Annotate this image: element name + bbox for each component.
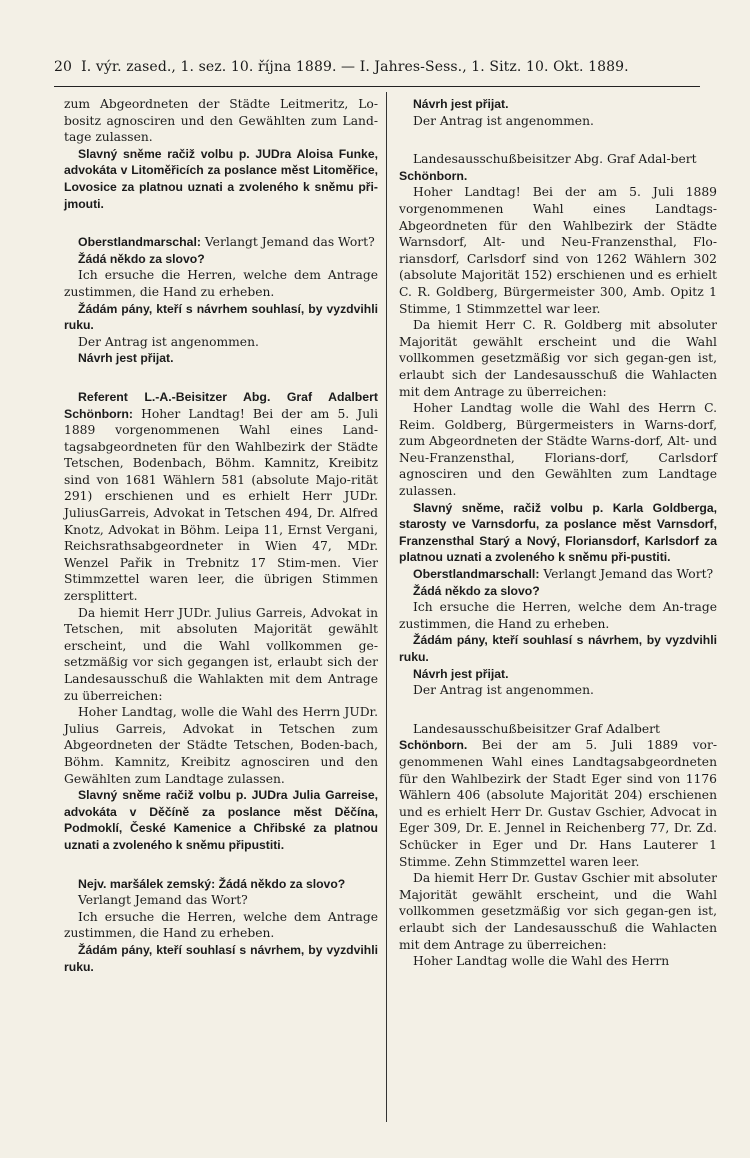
right-column — [399, 96, 717, 970]
paragraph-text: Návrh jest přijat. — [78, 351, 174, 366]
paragraph-text: Landesausschußbeisitzer Abg. Graf Adal-bert — [413, 152, 697, 167]
paragraph — [64, 234, 378, 251]
paragraph — [64, 301, 378, 334]
paragraph-text: Žádám pány, kteří s návrhem souhlasí, by vyzdvihli ruku. — [64, 301, 378, 333]
paragraph-text: Slavný sněme račiž volbu p. JUDra Aloisa Funke, advokáta v Litoměřicích za poslance měst Litoměřice, Lovosice za platnou uznati a zvoleného k sněmu při-jmouti. — [64, 146, 378, 211]
paragraph — [399, 151, 717, 168]
paragraph — [399, 666, 717, 683]
paragraph-text: Žádám pány, kteří souhlasí s návrhem, by vyzdvihli ruku. — [64, 942, 378, 974]
paragraph-text: Hoher Landtag, wolle die Wahl des Herrn JUDr. Julius Garreis, Advokat in Tetschen zum Abgeordneten der Städte Tetschen, Boden-bach, Böhm. Kamnitz, Kreibitz agnosciren und den Gewählten zum Landtage zulassen. — [64, 705, 378, 786]
left-column — [64, 96, 378, 975]
column-divider — [386, 92, 387, 1122]
paragraph — [399, 184, 717, 317]
paragraph-text: Bei der am 5. Juli 1889 vor-genommenen Wahl eines Landtagsabgeordneten für den Wahlbezirk der Stadt Eger sind von 1176 Wählern 406 (absolute Majorität 204) erschienen und es erhielt Herr Dr. Gustav Gschier, Advocat in Eger 309, Dr. E. Jennel in Reichenberg 77, Dr. Zd. Schücker in Eger und Dr. Hans Lauterer 1 Stimme. Zehn Stimmzettel waren leer. — [399, 738, 717, 869]
paragraph-text: Landesausschußbeisitzer Graf Adalbert — [413, 721, 660, 736]
page-title: I. výr. zased., 1. sez. 10. října 1889. — I. Jahres-Sess., 1. Sitz. 10. Okt. 1889. — [81, 59, 629, 75]
speaker-name: Oberstlandmarschall: — [413, 567, 540, 582]
paragraph-text: Hoher Landtag wolle die Wahl des Herrn — [413, 954, 670, 969]
paragraph-text: Der Antrag ist angenommen. — [413, 683, 594, 698]
paragraph — [64, 704, 378, 787]
paragraph-text: Ich ersuche die Herren, welche dem An-trage zustimmen, die Hand zu erheben. — [399, 600, 717, 631]
paragraph — [399, 566, 717, 583]
paragraph — [399, 317, 717, 400]
paragraph — [399, 682, 717, 699]
paragraph-text: Žádá někdo za slovo? — [78, 251, 205, 266]
paragraph — [64, 605, 378, 705]
paragraph — [64, 942, 378, 975]
speaker-name: Schönborn. — [399, 738, 468, 753]
paragraph — [399, 583, 717, 600]
paragraph-text: Slavný sněme račiž volbu p. JUDra Julia Garreise, advokáta v Děčíně za poslance měst Děčína, Podmoklí, České Kamenice a Chřibské za platnou uznati a zvoleného k sněmu připustiti. — [64, 788, 378, 852]
paragraph — [64, 909, 378, 942]
paragraph — [399, 168, 717, 185]
paragraph — [64, 892, 378, 909]
paragraph — [399, 96, 717, 113]
paragraph — [64, 350, 378, 367]
paragraph — [64, 389, 378, 605]
speaker-name: Oberstlandmarschal: — [78, 235, 202, 250]
paragraph-text: Verlangt Jemand das Wort? — [201, 235, 375, 250]
paragraph-text: Ich ersuche die Herren, welche dem Antrage zustimmen, die Hand zu erheben. — [64, 909, 378, 941]
paragraph-text: Slavný sněme, račiž volbu p. Karla Goldberga, starosty ve Varnsdorfu, za poslance měst Varnsdorf, Franzensthal Starý a Nový, Floriansdorf, Karlsdorf za platnou uznati a zvoleného k sněmu při-pustiti. — [399, 500, 717, 565]
paragraph-text: Da hiemit Herr C. R. Goldberg mit absoluter Majorität gewählt erscheint und die Wahl vollkommen gesetzmäßig vor sich gegan-gen ist, erlaubt sich der Landesausschuß die Wahlacten mit dem Antrage zu überreichen: — [399, 318, 717, 399]
speaker-name: Nejv. maršálek zemský: — [78, 876, 216, 891]
paragraph — [399, 500, 717, 566]
speaker-name: Referent L.-A.-Beisitzer Abg. Graf Adalbert Schönborn: — [64, 389, 378, 421]
paragraph — [64, 334, 378, 351]
paragraph — [399, 599, 717, 632]
paragraph-text: Žádá někdo za slovo? — [215, 876, 346, 891]
paragraph — [399, 400, 717, 500]
paragraph — [399, 953, 717, 970]
paragraph-text: Návrh jest přijat. — [413, 666, 509, 681]
paragraph-text: Da hiemit Herr JUDr. Julius Garreis, Advokat in Tetschen, mit absoluten Majorität gewählt erscheint, und die Wahl vollkommen ge-setzmäßig vor sich gegangen ist, erlaubt sich der Landesausschuß die Wahlakten mit dem Antrage zu überreichen: — [64, 605, 378, 703]
paragraph — [64, 876, 378, 893]
paragraph-text: Hoher Landtag! Bei der am 5. Juli 1889 vorgenommenen Wahl eines Land-tagsabgeordneten für den Wahlbezirk der Städte Tetschen, Bodenbach, Böhm. Kamnitz, Kreibitz sind von 1681 Wählern 581 (absolute Majo-rität 291) erschienen und es erhielt Herr JUDr. JuliusGarreis, Advokat in Tetschen 494, Dr. Alfred Knotz, Advokat in Böhm. Leipa 11, Ernst Vergani, Reichsrathsabgeordneter in Wien 47, MDr. Wenzel Pařik in Trebnitz 17 Stim-men. Vier Stimmzettel waren leer, die übrigen Stimmen zersplittert. — [64, 406, 378, 604]
paragraph-text: Žádám pány, kteří souhlasí s návrhem, by vyzdvihli ruku. — [399, 633, 717, 664]
paragraph-text: Žádá někdo za slovo? — [413, 583, 540, 598]
page-number: 20 — [54, 59, 73, 75]
paragraph — [399, 632, 717, 665]
paragraph — [399, 113, 717, 130]
header-rule — [54, 86, 700, 87]
paragraph-text: Verlangt Jemand das Wort? — [78, 893, 248, 908]
paragraph-text: zum Abgeordneten der Städte Leitmeritz, Lo-bositz agnosciren und den Gewählten zum Land-tage zulassen. — [64, 97, 378, 145]
paragraph-text: Návrh jest přijat. — [413, 97, 509, 111]
paragraph — [399, 737, 717, 870]
paragraph — [399, 870, 717, 953]
paragraph — [399, 721, 717, 738]
paragraph — [64, 146, 378, 212]
paragraph-text: Der Antrag ist angenommen. — [78, 334, 259, 349]
paragraph-text: Der Antrag ist angenommen. — [413, 113, 594, 128]
paragraph-text: Hoher Landtag! Bei der am 5. Juli 1889 vorgenommenen Wahl eines Landtags-Abgeordneten für den Wahlbezirk der Städte Warnsdorf, Alt- und Neu-Franzensthal, Flo-riansdorf, Carlsdorf sind von 1262 Wählern 302 (absolute Majorität 152) erschienen und es erhielt C. R. Goldberg, Bürgermeister 300, Amb. Opitz 1 Stimme, 1 Stimmzettel war leer. — [399, 185, 717, 316]
paragraph — [64, 251, 378, 268]
paragraph-text: Hoher Landtag wolle die Wahl des Herrn C. Reim. Goldberg, Bürgermeisters in Warns-dorf, zum Abgeordneten der Städte Warns-dorf, Alt- und Neu-Franzensthal, Florians-dorf, Carlsdorf agnosciren und den Gewählten zum Landtage zulassen. — [399, 401, 717, 499]
speaker-name: Schönborn. — [399, 168, 468, 183]
paragraph-text: Verlangt Jemand das Wort? — [539, 567, 714, 582]
paragraph — [64, 267, 378, 300]
page-header — [54, 58, 694, 76]
paragraph — [64, 787, 378, 853]
paragraph — [64, 96, 378, 146]
paragraph-text: Ich ersuche die Herren, welche dem Antrage zustimmen, die Hand zu erheben. — [64, 268, 378, 299]
paragraph-text: Da hiemit Herr Dr. Gustav Gschier mit absoluter Majorität gewählt erscheint, und die Wahl vollkommen gesetzmäßig vor sich gegan-gen ist, erlaubt sich der Landesausschuß die Wahlacten mit dem Antrage zu überreichen: — [399, 871, 717, 952]
